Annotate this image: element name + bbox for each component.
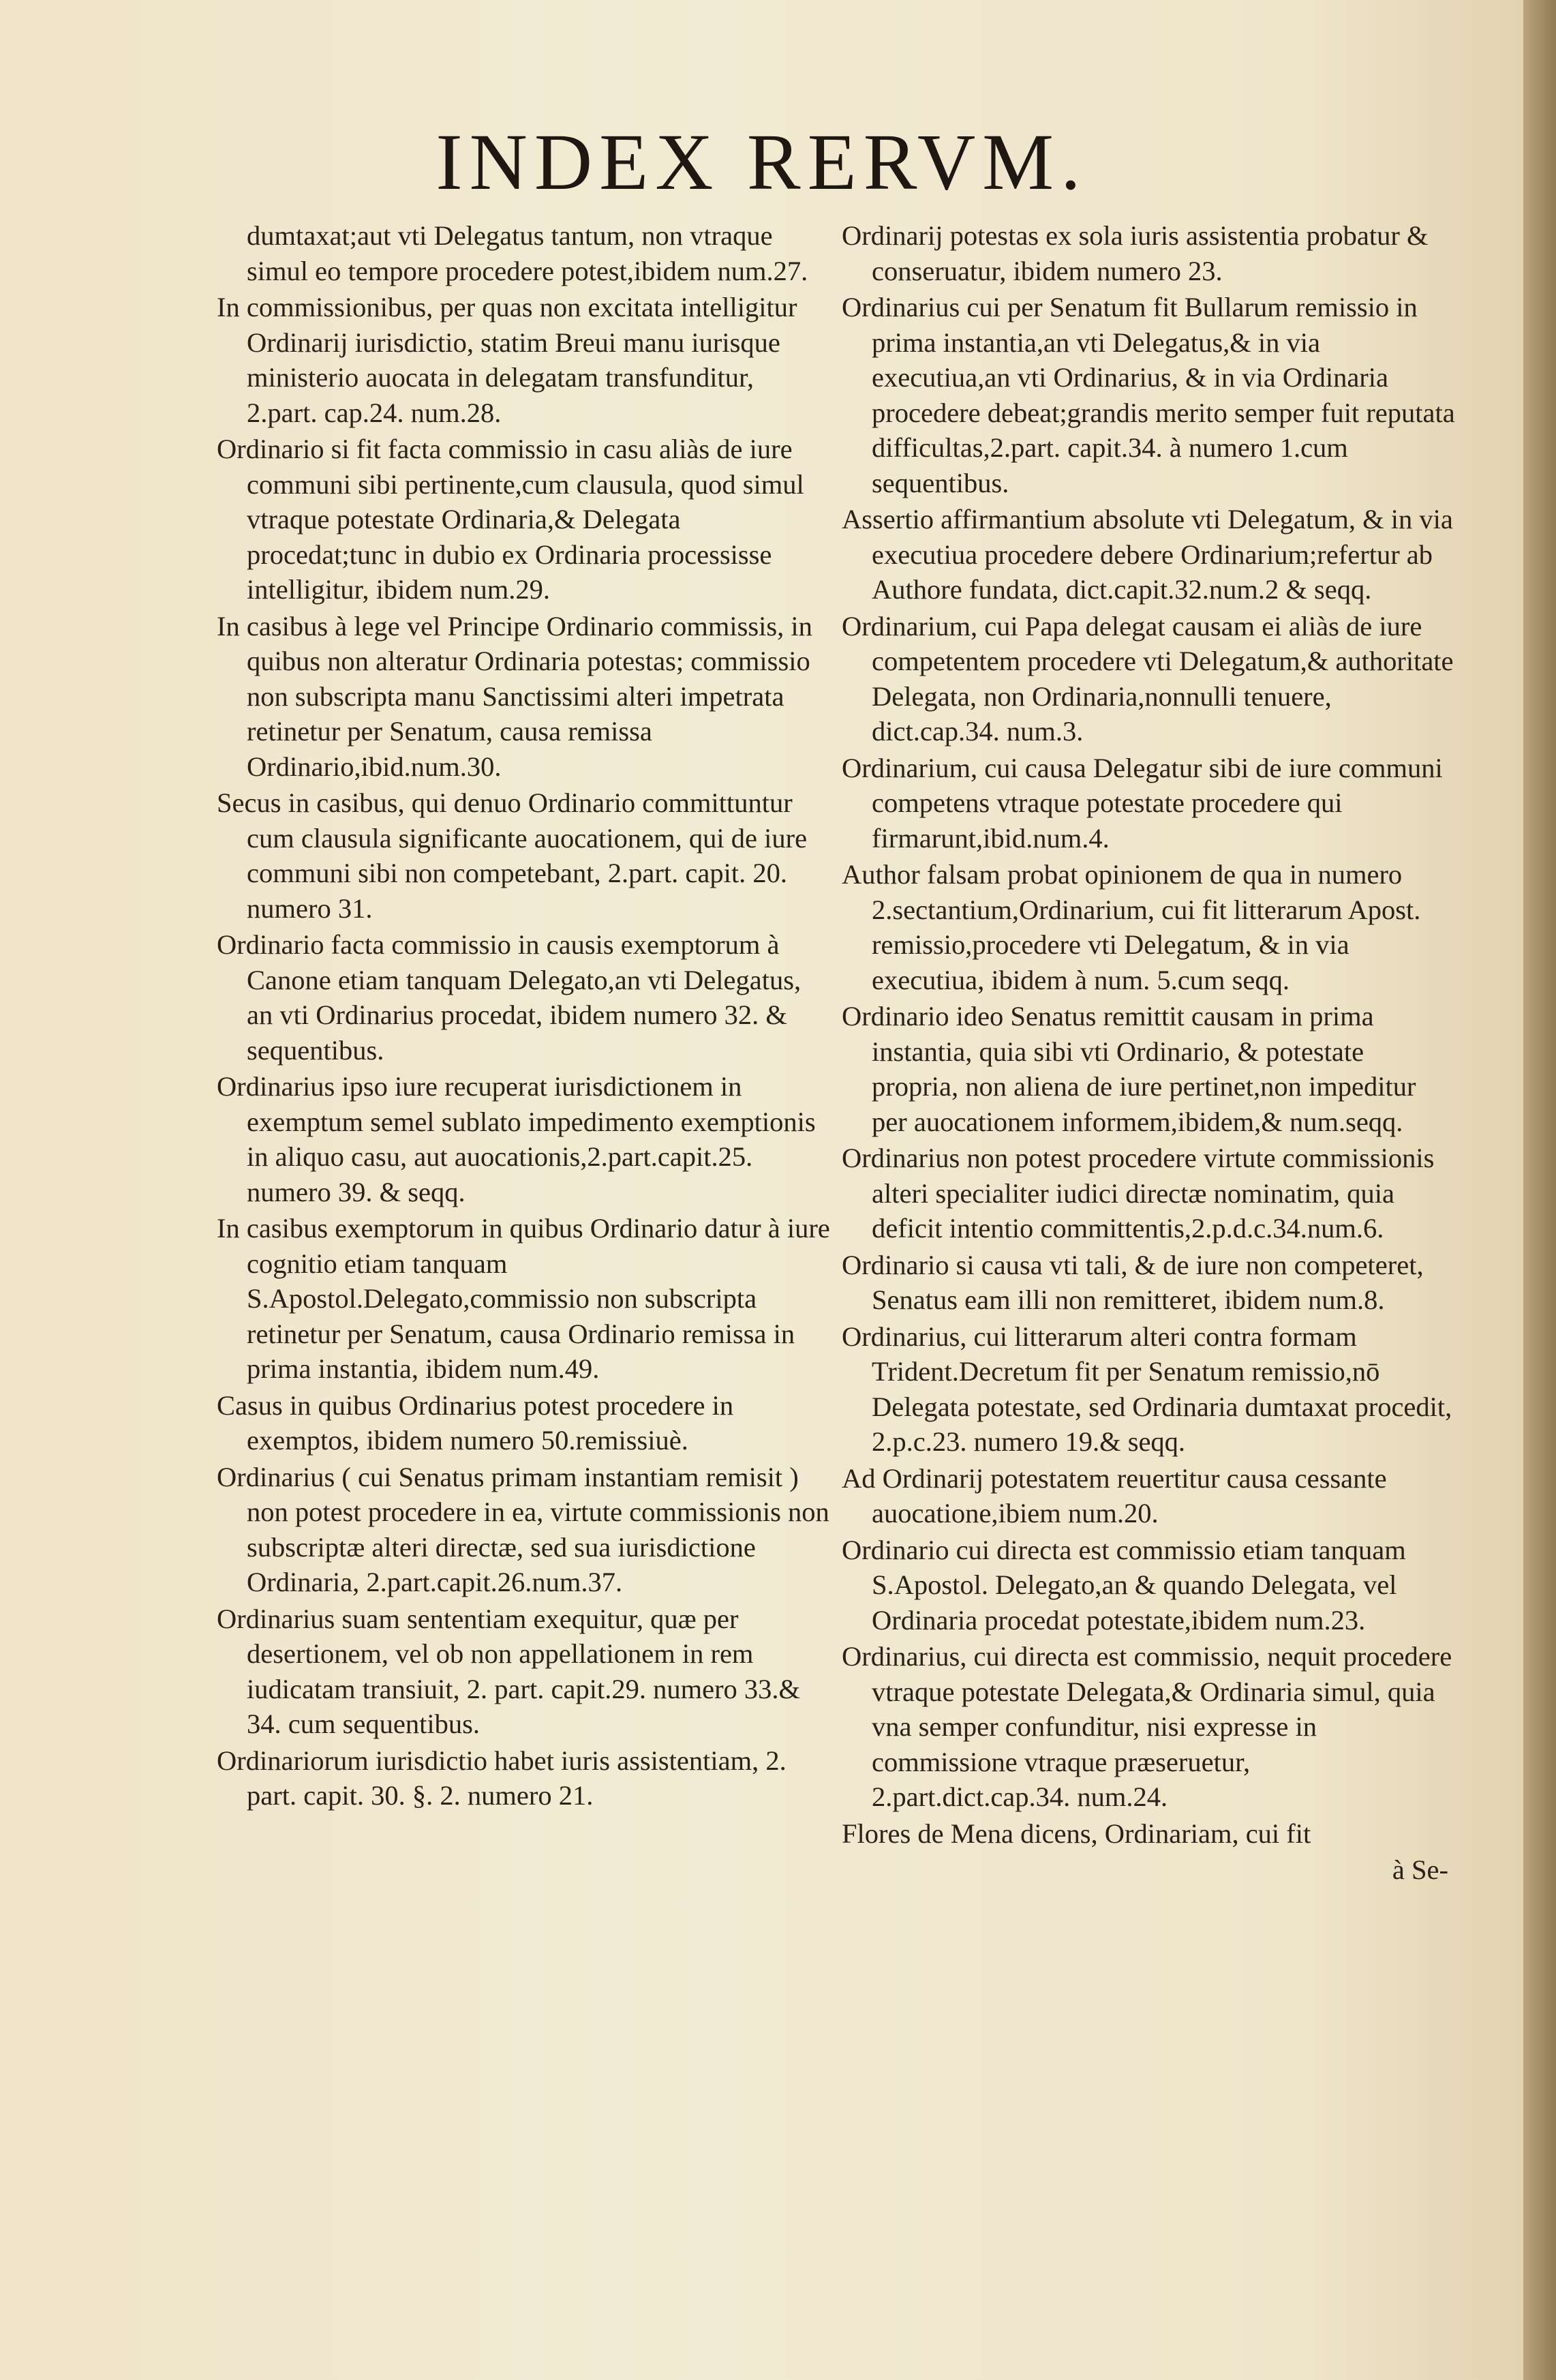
index-entry: Secus in casibus, qui denuo Ordinario committuntur cum clausula significante auocationem, qui de iure communi sibi non competebant, 2.part. capit. 20. numero 31. [217,787,808,924]
right-column [842,218,1455,1888]
index-entry: In casibus exemptorum in quibus Ordinario datur à iure cognitio etiam tanquam S.Apostol.Delegato,commissio non subscripta retinetur per Senatum, causa Ordinario remissa in prima instantia, ibidem num.49. [217,1213,830,1384]
index-entry: Ordinarius non potest procedere virtute commissionis alteri specialiter iudici directæ nominatim, quia deficit intentio committentis,2.p.d.c.34.num.6. [842,1143,1435,1244]
index-entry: Ordinario si causa vti tali, & de iure non competeret, Senatus eam illi non remitteret, ibidem num.8. [842,1249,1424,1315]
index-entry: Ad Ordinarij potestatem reuertitur causa cessante auocatione,ibiem num.20. [842,1462,1387,1528]
index-entry: Ordinarius cui per Senatum fit Bullarum remissio in prima instantia,an vti Delegatus,& in via executiua,an vti Ordinarius, & in via Ordinaria procedere debeat;grandis merito semper fuit reputata difficultas,2.part. capit.34. à numero 1.cum sequentibus. [842,292,1455,498]
index-entry: Ordinarium, cui causa Delegatur sibi de iure communi competens vtraque potestate procedere qui firmarunt,ibid.num.4. [842,752,1443,854]
index-entry: In commissionibus, per quas non excitata intelligitur Ordinarij iurisdictio, statim Breui manu iurisque ministerio auocata in delegatam transfunditur, 2.part. cap.24. num.28. [217,292,797,428]
index-entry: In casibus à lege vel Principe Ordinario commissis, in quibus non alteratur Ordinaria potestas; commissio non subscripta manu Sanctissimi alteri impetrata retinetur per Senatum, causa remissa Ordinario,ibid.num.30. [217,610,812,782]
index-entry: Ordinarius ( cui Senatus primam instantiam remisit ) non potest procedere in ea, virtute commissionis non subscriptæ alteri directæ, sed sua iurisdictione Ordinaria, 2.part.capit.26.num.37. [217,1461,829,1597]
index-entry: Ordinarij potestas ex sola iuris assistentia probatur & conseruatur, ibidem numero 23. [842,220,1429,286]
index-entry: Ordinario ideo Senatus remittit causam in prima instantia, quia sibi vti Ordinario, & potestate propria, non aliena de iure pertinet,non impeditur per auocationem informem,ibidem,& num.seqq. [842,1001,1416,1137]
index-entry: Author falsam probat opinionem de qua in numero 2.sectantium,Ordinarium, cui fit litterarum Apost. remissio,procedere vti Delegatum, & in via executiua, ibidem à num. 5.cum seqq. [842,859,1421,995]
index-entry: Ordinarius, cui litterarum alteri contra formam Trident.Decretum fit per Senatum remissio,nō Delegata potestate, sed Ordinaria dumtaxat procedit, 2.p.c.23. numero 19.& seqq. [842,1321,1452,1457]
left-column [217,218,830,1815]
page-edge [1523,0,1556,2380]
index-entry: Ordinario facta commissio in causis exemptorum à Canone etiam tanquam Delegato,an vti Delegatus, an vti Ordinarius procedat, ibidem numero 32. & sequentibus. [217,929,802,1066]
index-entry: Ordinariorum iurisdictio habet iuris assistentiam, 2. part. capit. 30. §. 2. numero 21. [217,1745,787,1811]
index-entry: Ordinario cui directa est commissio etiam tanquam S.Apostol. Delegato,an & quando Delegata, vel Ordinaria procedat potestate,ibidem num.23. [842,1534,1406,1636]
index-entry: dumtaxat;aut vti Delegatus tantum, non vtraque simul eo tempore procedere potest,ibidem num.27. [247,220,808,286]
running-header: INDEX RERVM. [436,117,1088,207]
index-entry: Casus in quibus Ordinarius potest procedere in exemptos, ibidem numero 50.remissiuè. [217,1389,734,1456]
index-entry: Ordinarius ipso iure recuperat iurisdictionem in exemptum semel sublato impedimento exemptionis in aliquo casu, aut auocationis,2.part.capit.25. numero 39. & seqq. [217,1071,816,1207]
catchword: à Se- [1392,1854,1448,1885]
index-entry: Flores de Mena dicens, Ordinariam, cui fit [842,1818,1311,1849]
index-entry: Ordinarium, cui Papa delegat causam ei aliàs de iure competentem procedere vti Delegatum,& authoritate Delegata, non Ordinaria,nonnulli tenuere, dict.cap.34. num.3. [842,610,1454,747]
index-entry: Ordinario si fit facta commissio in casu aliàs de iure communi sibi pertinente,cum clausula, quod simul vtraque potestate Ordinaria,& Delegata procedat;tunc in dubio ex Ordinaria processisse intelligitur, ibidem num.29. [217,434,804,605]
index-entry: Ordinarius suam sententiam exequitur, quæ per desertionem, vel ob non appellationem in rem iudicatam transiuit, 2. part. capit.29. numero 33.& 34. cum sequentibus. [217,1603,801,1739]
index-entry: Ordinarius, cui directa est commissio, nequit procedere vtraque potestate Delegata,& Ordinaria simul, quia vna semper confunditur, nisi expresse in commissione vtraque præseruetur, 2.part.dict.cap.34. num.24. [842,1641,1452,1812]
index-entry: Assertio affirmantium absolute vti Delegatum, & in via executiua procedere debere Ordinarium;refertur ab Authore fundata, dict.capit.32.num.2 & seqq. [842,504,1453,605]
